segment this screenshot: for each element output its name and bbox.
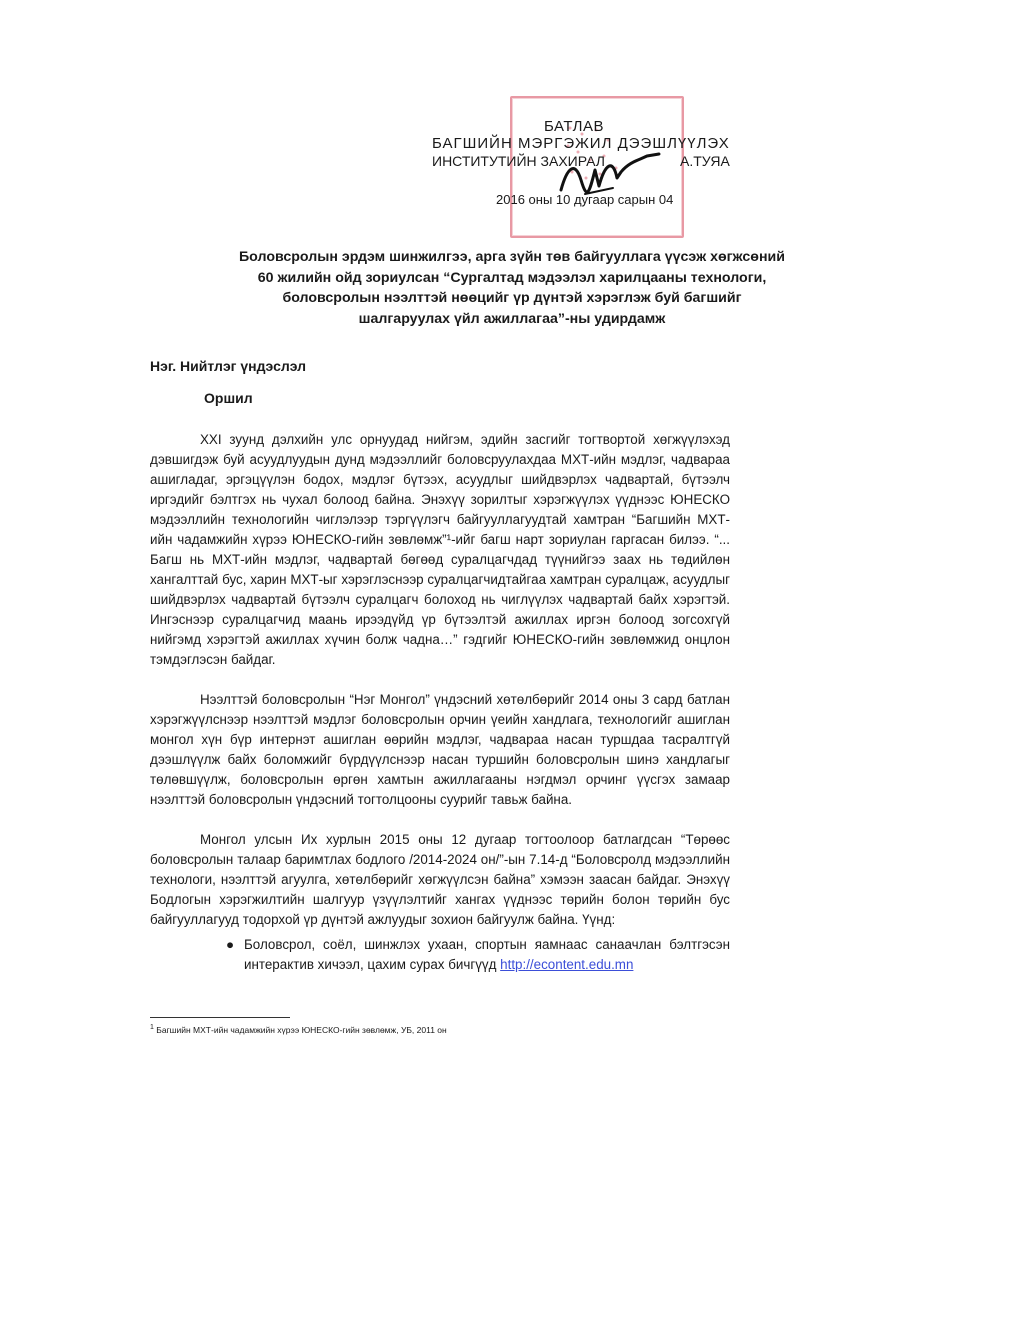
paragraph-3: Монгол улсын Их хурлын 2015 оны 12 дугаар тогтоолоор батлагдсан “Төрөөс боловсролын талаар баримтлах бодлого /2014-2024 он/”-ын 7.14-д “Боловсролд мэдээллийн технологи, нээлттэй агуулга, хөтөлбөрийг хөгжүүлсэн байна” хэмээн заасан байдаг. Энэхүү Бодлогын хэрэгжилтийн шалгуур үзүүлэлтийг хангах үүднээс төрийн болон төрийн бус байгууллагууд тодорхой үр дүнтэй ажлуудыг зохион байгуулж байна. Үүнд: — [150, 832, 730, 927]
title-line: шалгаруулах үйл ажиллагаа”-ны удирдамж — [358, 310, 666, 327]
title-line: 60 жилийн ойд зориулсан “Сургалтад мэдээлэл харилцааны технологи, — [257, 269, 767, 286]
approval-name: А.ТУЯА — [680, 153, 730, 169]
paragraph-2: Нээлттэй боловсролын “Нэг Монгол” үндэсний хөтөлбөрийг 2014 оны 3 сард батлан хэрэгжүүлснээр нээлттэй мэдлэг боловсролын орчин үеийн хандлага, технологийг ашиглан монгол хүн бүр интернэт ашиглан өөрийн мэдлэг, чадвараа насан туршдаа тасралтгүй дээшлүүлж байх боломжийг бүрдүүлснээр насан туршийн боловсролын шинэ хандлагыг төлөвшүүлж, боловсролын өргөн хамтын ажиллагааны нэгдмэл орчинг үүсгэх замаар нээлттэй боловсролын үндэсний тогтолцооны суурийг тавьж байна. — [150, 692, 730, 807]
footnote-mark: 1 — [150, 1024, 154, 1031]
footnote-text: Багшийн МХТ-ийн чадамжийн хүрээ ЮНЕСКО-гийн зөвлөмж, УБ, 2011 он — [156, 1024, 447, 1035]
econtent-link[interactable]: http://econtent.edu.mn — [500, 957, 634, 972]
document-title — [150, 247, 874, 329]
title-line: Боловсролын эрдэм шинжилгээ, арга зүйн төв байгууллага үүсэж хөгжсөний — [238, 249, 785, 265]
approval-title: БАТЛАВ — [544, 118, 605, 135]
approval-date: 2016 оны 10 дугаар сарын 04 — [496, 192, 674, 207]
approval-org-line2: ИНСТИТУТИЙН ЗАХИРАЛ — [432, 153, 605, 169]
paragraph-1: XXI зуунд дэлхийн улс орнуудад нийгэм, эдийн засгийг тогтвортой хөгжүүлэхэд дэвшигдэж буй асуудлуудын дунд мэдээллийг боловсруулахдаа МХТ-ийн мэдлэг, чадвараа ашигладаг, эргэцүүлэн бодох, мэдлэг бүтээх, асуудлыг шийдвэрлэх чадвартай, бүтээлч иргэдийг бэлтгэх нь чухал болоод байна. Энэхүү зорилтыг хэрэгжүүлэх үүднээс ЮНЕСКО мэдээллийн технологийн чиглэлээр тэргүүлэгч байгууллагуудтай хамтран “Багшийн МХТ-ийн чадамжийн хүрээ ЮНЕСКО-гийн зөвлөмж”¹-ийг багш нарт зориулан гаргасан билээ. “... Багш нь МХТ-ийн мэдлэг, чадвартай бөгөөд суралцагчдад түүнийгээ заах нь төдийлөн хангалттай бус, харин МХТ-ыг хэрэглэснээр суралцагчидтайгаа хамтран суралцаж, асуудлыг шийдвэрлэх чадвартай бүтээлч суралцагч болоход нь чиглүүлэх чадвартай байх хэрэгтэй. Ингэснээр суралцагчид маань ирээдүйд үр бүтээлтэй ажиллах иргэн болоод зогсохгүй нийгэмд хэрэгтэй ажиллах хүчин болж чадна…” гэдгийг ЮНЕСКО-гийн зөвлөмжид онцлон тэмдэглэсэн байдаг. — [150, 432, 730, 667]
approval-org-line1: БАГШИЙН МЭРГЭЖИЛ ДЭЭШЛҮҮЛЭХ — [432, 135, 730, 152]
title-line: боловсролын нээлттэй нөөцийг үр дүнтэй хэрэглэж буй багшийг — [282, 290, 742, 306]
section-heading: Нэг. Нийтлэг үндэслэл — [150, 358, 307, 374]
list-item — [222, 935, 730, 975]
bullet-text: Боловсрол, соёл, шинжлэх ухаан, спортын яамнаас санаачлан бэлтгэсэн интерактив хичээл, цахим сурах бичгүүд — [244, 937, 730, 972]
bullet-list — [222, 935, 730, 975]
sub-heading: Оршил — [204, 390, 253, 406]
footnote — [150, 1024, 447, 1035]
bullet-dot-icon: ● — [226, 937, 235, 952]
footnote-divider — [150, 1017, 290, 1018]
